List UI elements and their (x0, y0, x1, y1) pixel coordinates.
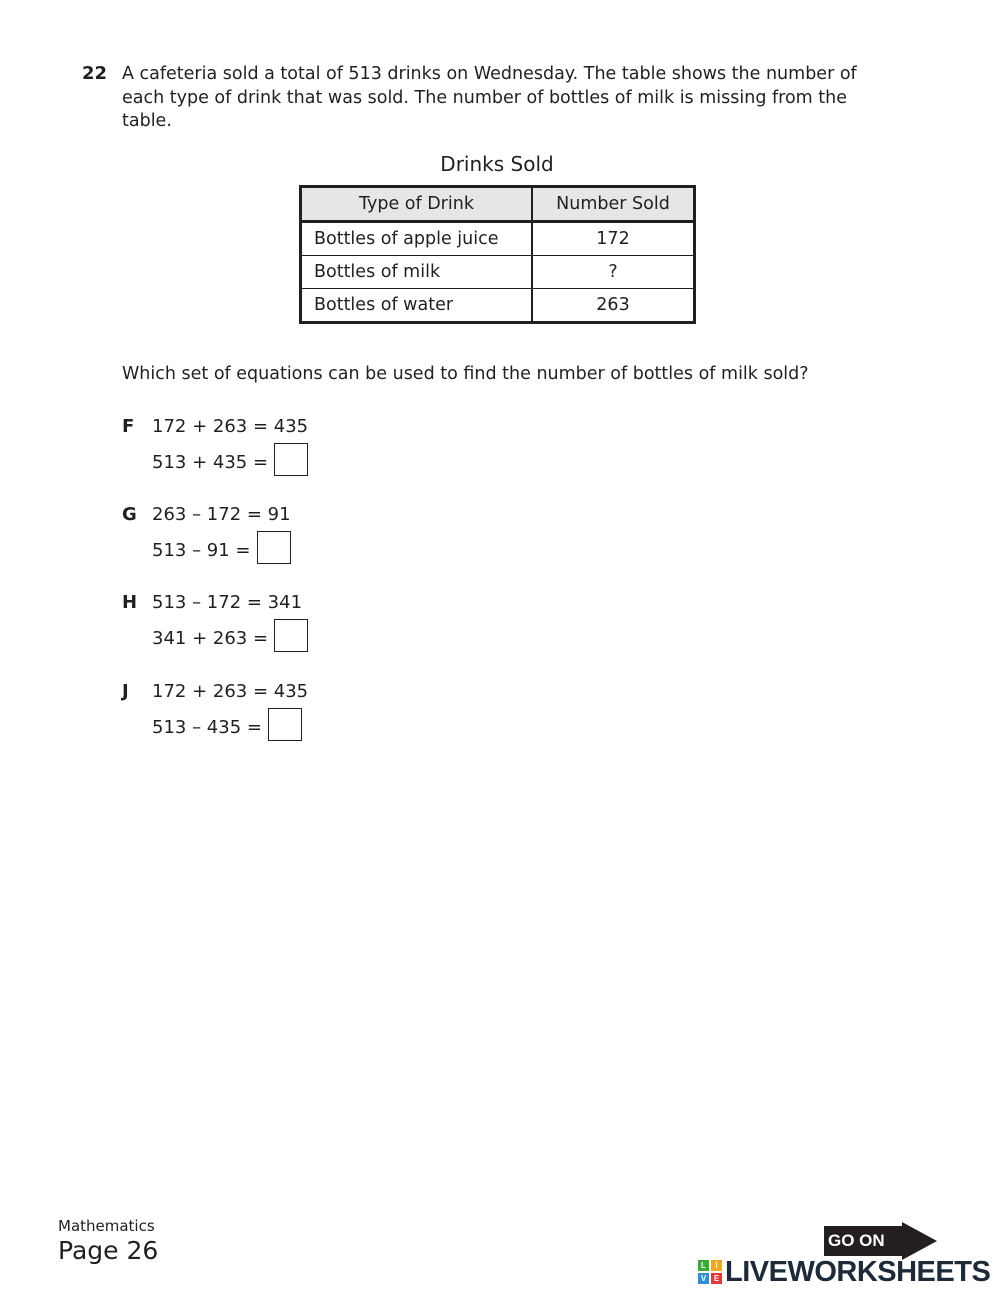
equation-text: 341 + 263 = (152, 628, 269, 649)
footer-subject: Mathematics (58, 1217, 155, 1235)
choice-letter: F (122, 416, 135, 437)
logo-block: E (711, 1273, 722, 1284)
equation-line-2 (152, 714, 302, 741)
logo-blocks-icon (698, 1260, 722, 1284)
logo-block: L (698, 1260, 709, 1271)
cell-number-sold: 172 (532, 222, 695, 256)
answer-box[interactable] (274, 443, 308, 476)
equation-line-1: 172 + 263 = 435 (152, 416, 309, 437)
go-on-label: GO ON (828, 1231, 885, 1250)
logo-wordmark: LIVEWORKSHEETS (725, 1255, 991, 1288)
cell-drink-type: Bottles of water (301, 289, 533, 323)
question-text: A cafeteria sold a total of 513 drinks on Wednesday. The table shows the number of each type of drink that was sold. The number of bottles of milk is missing from the table. (122, 64, 857, 131)
choice-letter: G (122, 504, 137, 525)
question-prompt: Which set of equations can be used to find the number of bottles of milk sold? (122, 364, 809, 384)
answer-box[interactable] (268, 708, 302, 741)
equation-line-1: 172 + 263 = 435 (152, 681, 309, 702)
answer-box[interactable] (274, 619, 308, 652)
liveworksheets-logo (698, 1255, 991, 1288)
equation-text: 513 – 435 = (152, 717, 262, 738)
cell-number-sold: ? (532, 256, 695, 289)
logo-block: I (711, 1260, 722, 1271)
equation-line-1: 513 – 172 = 341 (152, 592, 303, 613)
equation-text: 513 – 91 = (152, 540, 251, 561)
table-title: Drinks Sold (440, 152, 554, 176)
equation-line-1: 263 – 172 = 91 (152, 504, 291, 525)
equation-text: 513 + 435 = (152, 452, 269, 473)
choice-letter: J (122, 681, 129, 702)
equation-line-2 (152, 449, 308, 476)
question-number: 22 (82, 63, 108, 84)
table-row (301, 256, 695, 289)
cell-drink-type: Bottles of milk (301, 256, 533, 289)
drinks-table (299, 185, 696, 324)
equation-line-2 (152, 625, 308, 652)
footer-page-number: Page 26 (58, 1236, 159, 1265)
header-number-sold: Number Sold (532, 187, 695, 222)
table-row (301, 222, 695, 256)
answer-box[interactable] (257, 531, 291, 564)
cell-drink-type: Bottles of apple juice (301, 222, 533, 256)
logo-block: V (698, 1273, 709, 1284)
cell-number-sold: 263 (532, 289, 695, 323)
table-row (301, 289, 695, 323)
header-type-of-drink: Type of Drink (301, 187, 533, 222)
equation-line-2 (152, 537, 291, 564)
choice-letter: H (122, 592, 138, 613)
table-header-row (301, 187, 695, 222)
